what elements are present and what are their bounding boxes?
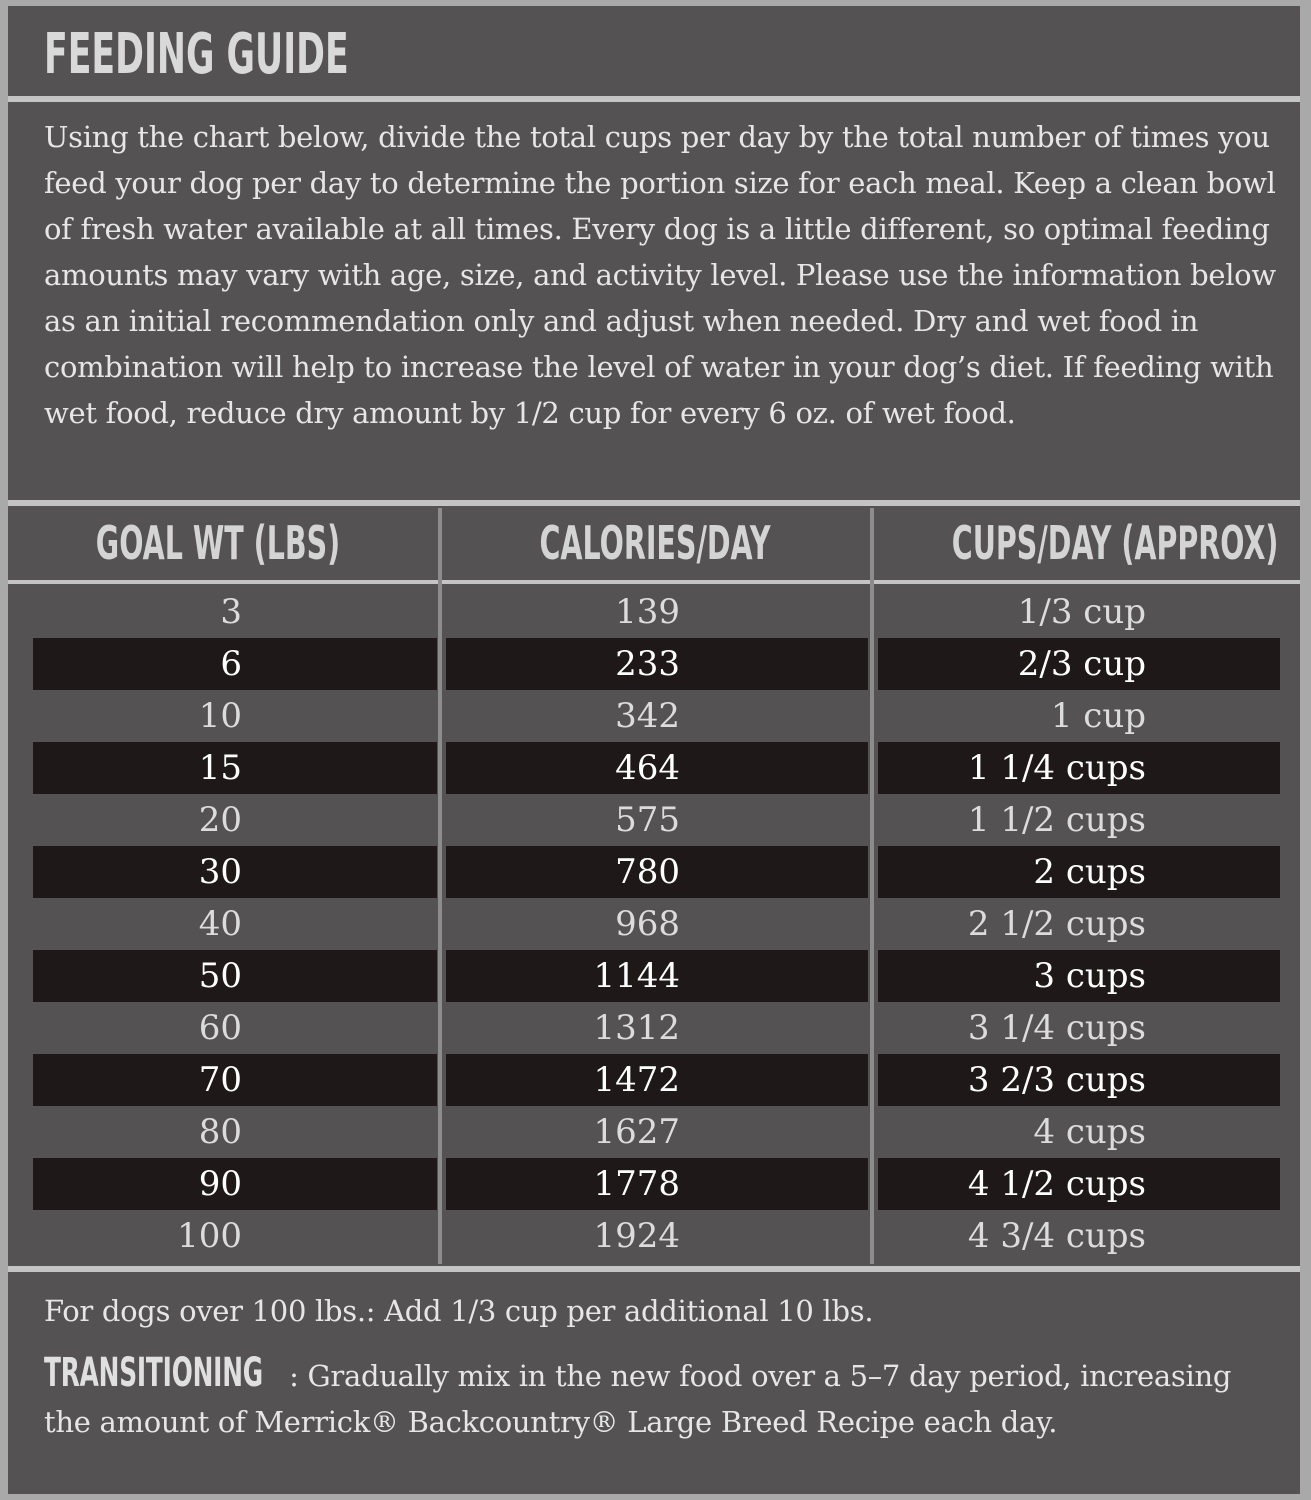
cell-cups: 3 cups	[1033, 956, 1146, 996]
cell-goal-weight: 50	[198, 956, 242, 996]
cell-goal-weight: 6	[220, 644, 242, 684]
cell-cups: 2/3 cup	[1017, 644, 1146, 684]
table-top-divider	[8, 500, 1300, 506]
cell-cups: 4 3/4 cups	[967, 1216, 1146, 1256]
cell-calories: 1472	[593, 1060, 680, 1100]
column-divider-2	[870, 508, 874, 1264]
cell-cups: 4 1/2 cups	[967, 1164, 1146, 1204]
cell-cups: 3 2/3 cups	[967, 1060, 1146, 1100]
cell-calories: 1312	[593, 1008, 680, 1048]
cell-cups: 2 1/2 cups	[967, 904, 1146, 944]
cell-calories: 968	[615, 904, 680, 944]
header-divider	[8, 580, 1300, 584]
cell-calories: 139	[615, 592, 680, 632]
cell-calories: 1778	[593, 1164, 680, 1204]
cell-goal-weight: 70	[198, 1060, 242, 1100]
cell-cups: 3 1/4 cups	[967, 1008, 1146, 1048]
cell-goal-weight: 3	[220, 592, 242, 632]
cell-calories: 1627	[593, 1112, 680, 1152]
cell-goal-weight: 30	[198, 852, 242, 892]
cell-cups: 1 1/2 cups	[967, 800, 1146, 840]
cell-goal-weight: 15	[198, 748, 242, 788]
cell-calories: 342	[615, 696, 680, 736]
cell-goal-weight: 60	[198, 1008, 242, 1048]
cell-calories: 1144	[593, 956, 680, 996]
cell-cups: 1 cup	[1050, 696, 1146, 736]
column-divider-1	[438, 508, 442, 1264]
cell-cups: 2 cups	[1033, 852, 1146, 892]
header-calories: CALORIES/DAY	[539, 516, 771, 570]
transitioning-heading: TRANSITIONING	[44, 1350, 263, 1396]
header-cups: CUPS/DAY (APPROX)	[951, 516, 1279, 570]
table-bottom-divider	[8, 1266, 1300, 1272]
cell-goal-weight: 80	[198, 1112, 242, 1152]
cell-goal-weight: 100	[177, 1216, 242, 1256]
large-dog-note: For dogs over 100 lbs.: Add 1/3 cup per additional 10 lbs.	[44, 1294, 874, 1328]
cell-calories: 780	[615, 852, 680, 892]
cell-calories: 575	[615, 800, 680, 840]
intro-paragraph: Using the chart below, divide the total cups per day by the total number of times you feed your dog per day to determine the portion size for each meal. Keep a clean bowl of fresh water available at all times. Every dog is a little different, so optimal feeding amounts may vary with age, size, and activity level. Please use the information below as an initial recommendation only and adjust when needed. Dry and wet food in combination will help to increase the level of water in your dog’s diet. If feeding with wet food, reduce dry amount by 1/2 cup for every 6 oz. of wet food.	[44, 120, 1276, 430]
transitioning-text: : Gradually mix in the new food over a 5–7 day period, increasing the amount of Merrick® Backcountry® Large Breed Recipe each day.	[44, 1359, 1232, 1439]
cell-cups: 1 1/4 cups	[967, 748, 1146, 788]
cell-calories: 1924	[593, 1216, 680, 1256]
cell-cups: 4 cups	[1033, 1112, 1146, 1152]
title-divider	[8, 96, 1300, 102]
page-title: FEEDING GUIDE	[44, 22, 349, 87]
header-goal-weight: GOAL WT (LBS)	[95, 516, 341, 570]
cell-goal-weight: 90	[198, 1164, 242, 1204]
cell-calories: 233	[615, 644, 680, 684]
cell-goal-weight: 40	[198, 904, 242, 944]
transition-paragraph	[44, 1350, 1244, 1445]
cell-goal-weight: 10	[198, 696, 242, 736]
cell-cups: 1/3 cup	[1017, 592, 1146, 632]
cell-calories: 464	[615, 748, 680, 788]
cell-goal-weight: 20	[198, 800, 242, 840]
